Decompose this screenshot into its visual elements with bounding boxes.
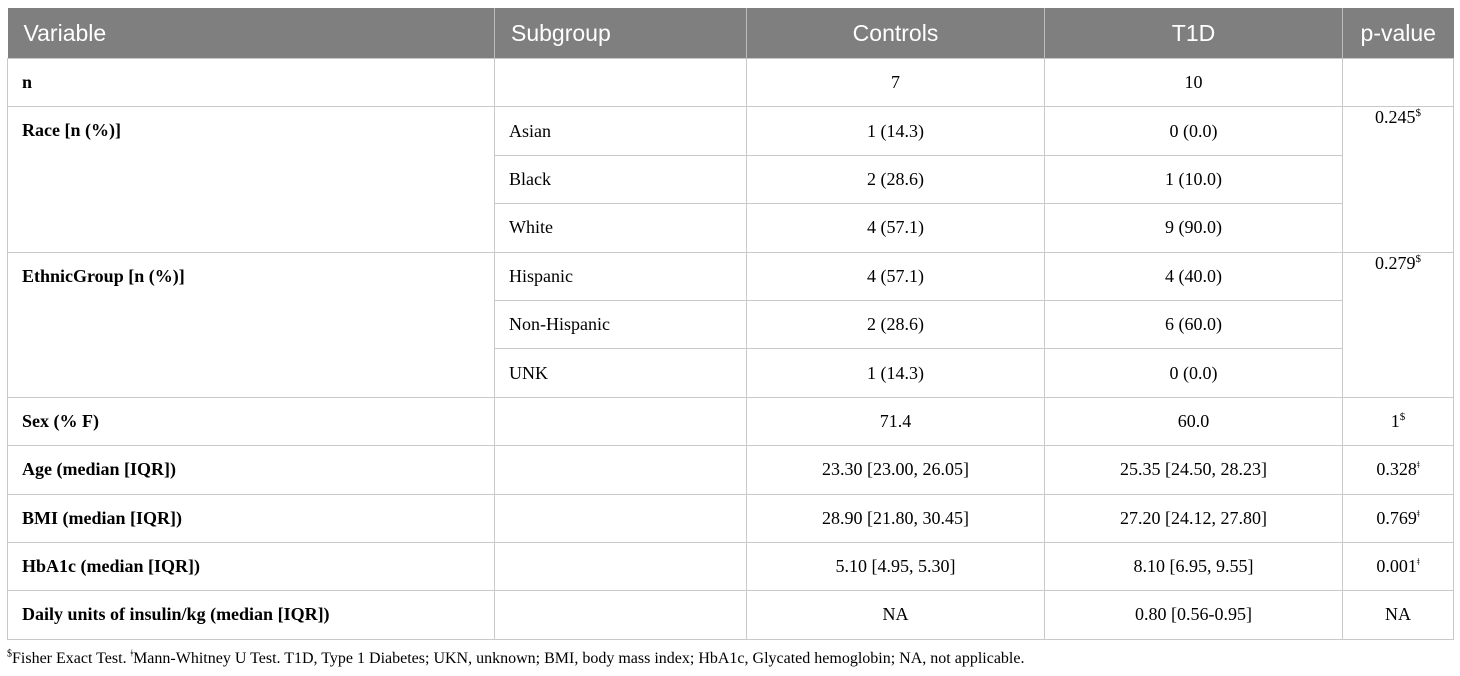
p-value-cell <box>1343 252 1454 397</box>
table-row <box>8 446 1454 494</box>
row-label: n <box>8 59 495 107</box>
p-value-marker: ǂ <box>1416 459 1420 472</box>
demographics-table <box>7 8 1454 640</box>
controls-cell: 1 (14.3) <box>747 349 1045 397</box>
subgroup-cell <box>495 494 747 542</box>
t1d-cell: 27.20 [24.12, 27.80] <box>1045 494 1343 542</box>
subgroup-cell: Black <box>495 155 747 203</box>
subgroup-cell <box>495 446 747 494</box>
table-row <box>8 59 1454 107</box>
p-value: 0.279 <box>1375 252 1416 273</box>
controls-cell: 5.10 [4.95, 5.30] <box>747 542 1045 590</box>
t1d-cell: 1 (10.0) <box>1045 155 1343 203</box>
row-label: HbA1c (median [IQR]) <box>8 542 495 590</box>
subgroup-cell: Asian <box>495 107 747 155</box>
p-value-cell <box>1343 107 1454 252</box>
footnote-text-abbreviations: Mann-Whitney U Test. T1D, Type 1 Diabetes; UKN, unknown; BMI, body mass index; HbA1c, Glycated hemoglobin; NA, not applicable. <box>133 650 1025 667</box>
row-label: Daily units of insulin/kg (median [IQR]) <box>8 591 495 639</box>
p-value-cell <box>1343 446 1454 494</box>
table-row <box>8 107 1454 155</box>
p-value: 0.245 <box>1375 107 1416 128</box>
footnote-text-fisher: Fisher Exact Test. <box>12 650 131 667</box>
header-variable: Variable <box>8 8 495 59</box>
p-value-marker: $ <box>1415 107 1421 120</box>
row-label: Sex (% F) <box>8 397 495 445</box>
subgroup-cell <box>495 591 747 639</box>
header-subgroup: Subgroup <box>495 8 747 59</box>
subgroup-cell <box>495 59 747 107</box>
t1d-cell: 0 (0.0) <box>1045 107 1343 155</box>
t1d-cell: 4 (40.0) <box>1045 252 1343 300</box>
p-value-cell <box>1343 494 1454 542</box>
subgroup-cell <box>495 397 747 445</box>
controls-cell: NA <box>747 591 1045 639</box>
t1d-cell: 0.80 [0.56-0.95] <box>1045 591 1343 639</box>
row-label: BMI (median [IQR]) <box>8 494 495 542</box>
t1d-cell: 6 (60.0) <box>1045 300 1343 348</box>
p-value: 0.328 <box>1376 459 1417 480</box>
p-value: 0.769 <box>1376 507 1417 528</box>
p-value: 0.001 <box>1376 556 1417 577</box>
subgroup-cell: Hispanic <box>495 252 747 300</box>
t1d-cell: 0 (0.0) <box>1045 349 1343 397</box>
p-value-marker: $ <box>1415 252 1421 265</box>
table-container <box>7 8 1453 640</box>
p-value-cell <box>1343 542 1454 590</box>
p-value-cell <box>1343 397 1454 445</box>
subgroup-cell: White <box>495 204 747 252</box>
controls-cell: 28.90 [21.80, 30.45] <box>747 494 1045 542</box>
controls-cell: 2 (28.6) <box>747 300 1045 348</box>
t1d-cell: 9 (90.0) <box>1045 204 1343 252</box>
t1d-cell: 25.35 [24.50, 28.23] <box>1045 446 1343 494</box>
p-value: NA <box>1385 604 1411 625</box>
controls-cell: 2 (28.6) <box>747 155 1045 203</box>
row-label: Race [n (%)] <box>8 107 495 252</box>
row-label: Age (median [IQR]) <box>8 446 495 494</box>
p-value-marker: ǂ <box>1416 556 1420 569</box>
row-label: EthnicGroup [n (%)] <box>8 252 495 397</box>
t1d-cell: 60.0 <box>1045 397 1343 445</box>
controls-cell: 4 (57.1) <box>747 252 1045 300</box>
header-p-value: p-value <box>1343 8 1454 59</box>
p-value-marker: $ <box>1399 410 1406 423</box>
table-footnote <box>7 650 1453 668</box>
table-row <box>8 542 1454 590</box>
subgroup-cell <box>495 542 747 590</box>
table-row <box>8 591 1454 639</box>
controls-cell: 1 (14.3) <box>747 107 1045 155</box>
table-row <box>8 252 1454 300</box>
t1d-cell: 10 <box>1045 59 1343 107</box>
table-row <box>8 494 1454 542</box>
controls-cell: 71.4 <box>747 397 1045 445</box>
p-value-cell <box>1343 591 1454 639</box>
footnote-marker-fisher: $ <box>7 648 12 660</box>
controls-cell: 23.30 [23.00, 26.05] <box>747 446 1045 494</box>
p-value-cell <box>1343 59 1454 107</box>
table-row <box>8 397 1454 445</box>
t1d-cell: 8.10 [6.95, 9.55] <box>1045 542 1343 590</box>
p-value: 1 <box>1390 410 1400 431</box>
p-value-marker: ǂ <box>1416 507 1420 520</box>
header-row <box>8 8 1454 59</box>
header-controls: Controls <box>747 8 1045 59</box>
controls-cell: 7 <box>747 59 1045 107</box>
header-t1d: T1D <box>1045 8 1343 59</box>
subgroup-cell: UNK <box>495 349 747 397</box>
footnote-marker-mann-whitney: ǂ <box>130 648 134 660</box>
controls-cell: 4 (57.1) <box>747 204 1045 252</box>
subgroup-cell: Non-Hispanic <box>495 300 747 348</box>
